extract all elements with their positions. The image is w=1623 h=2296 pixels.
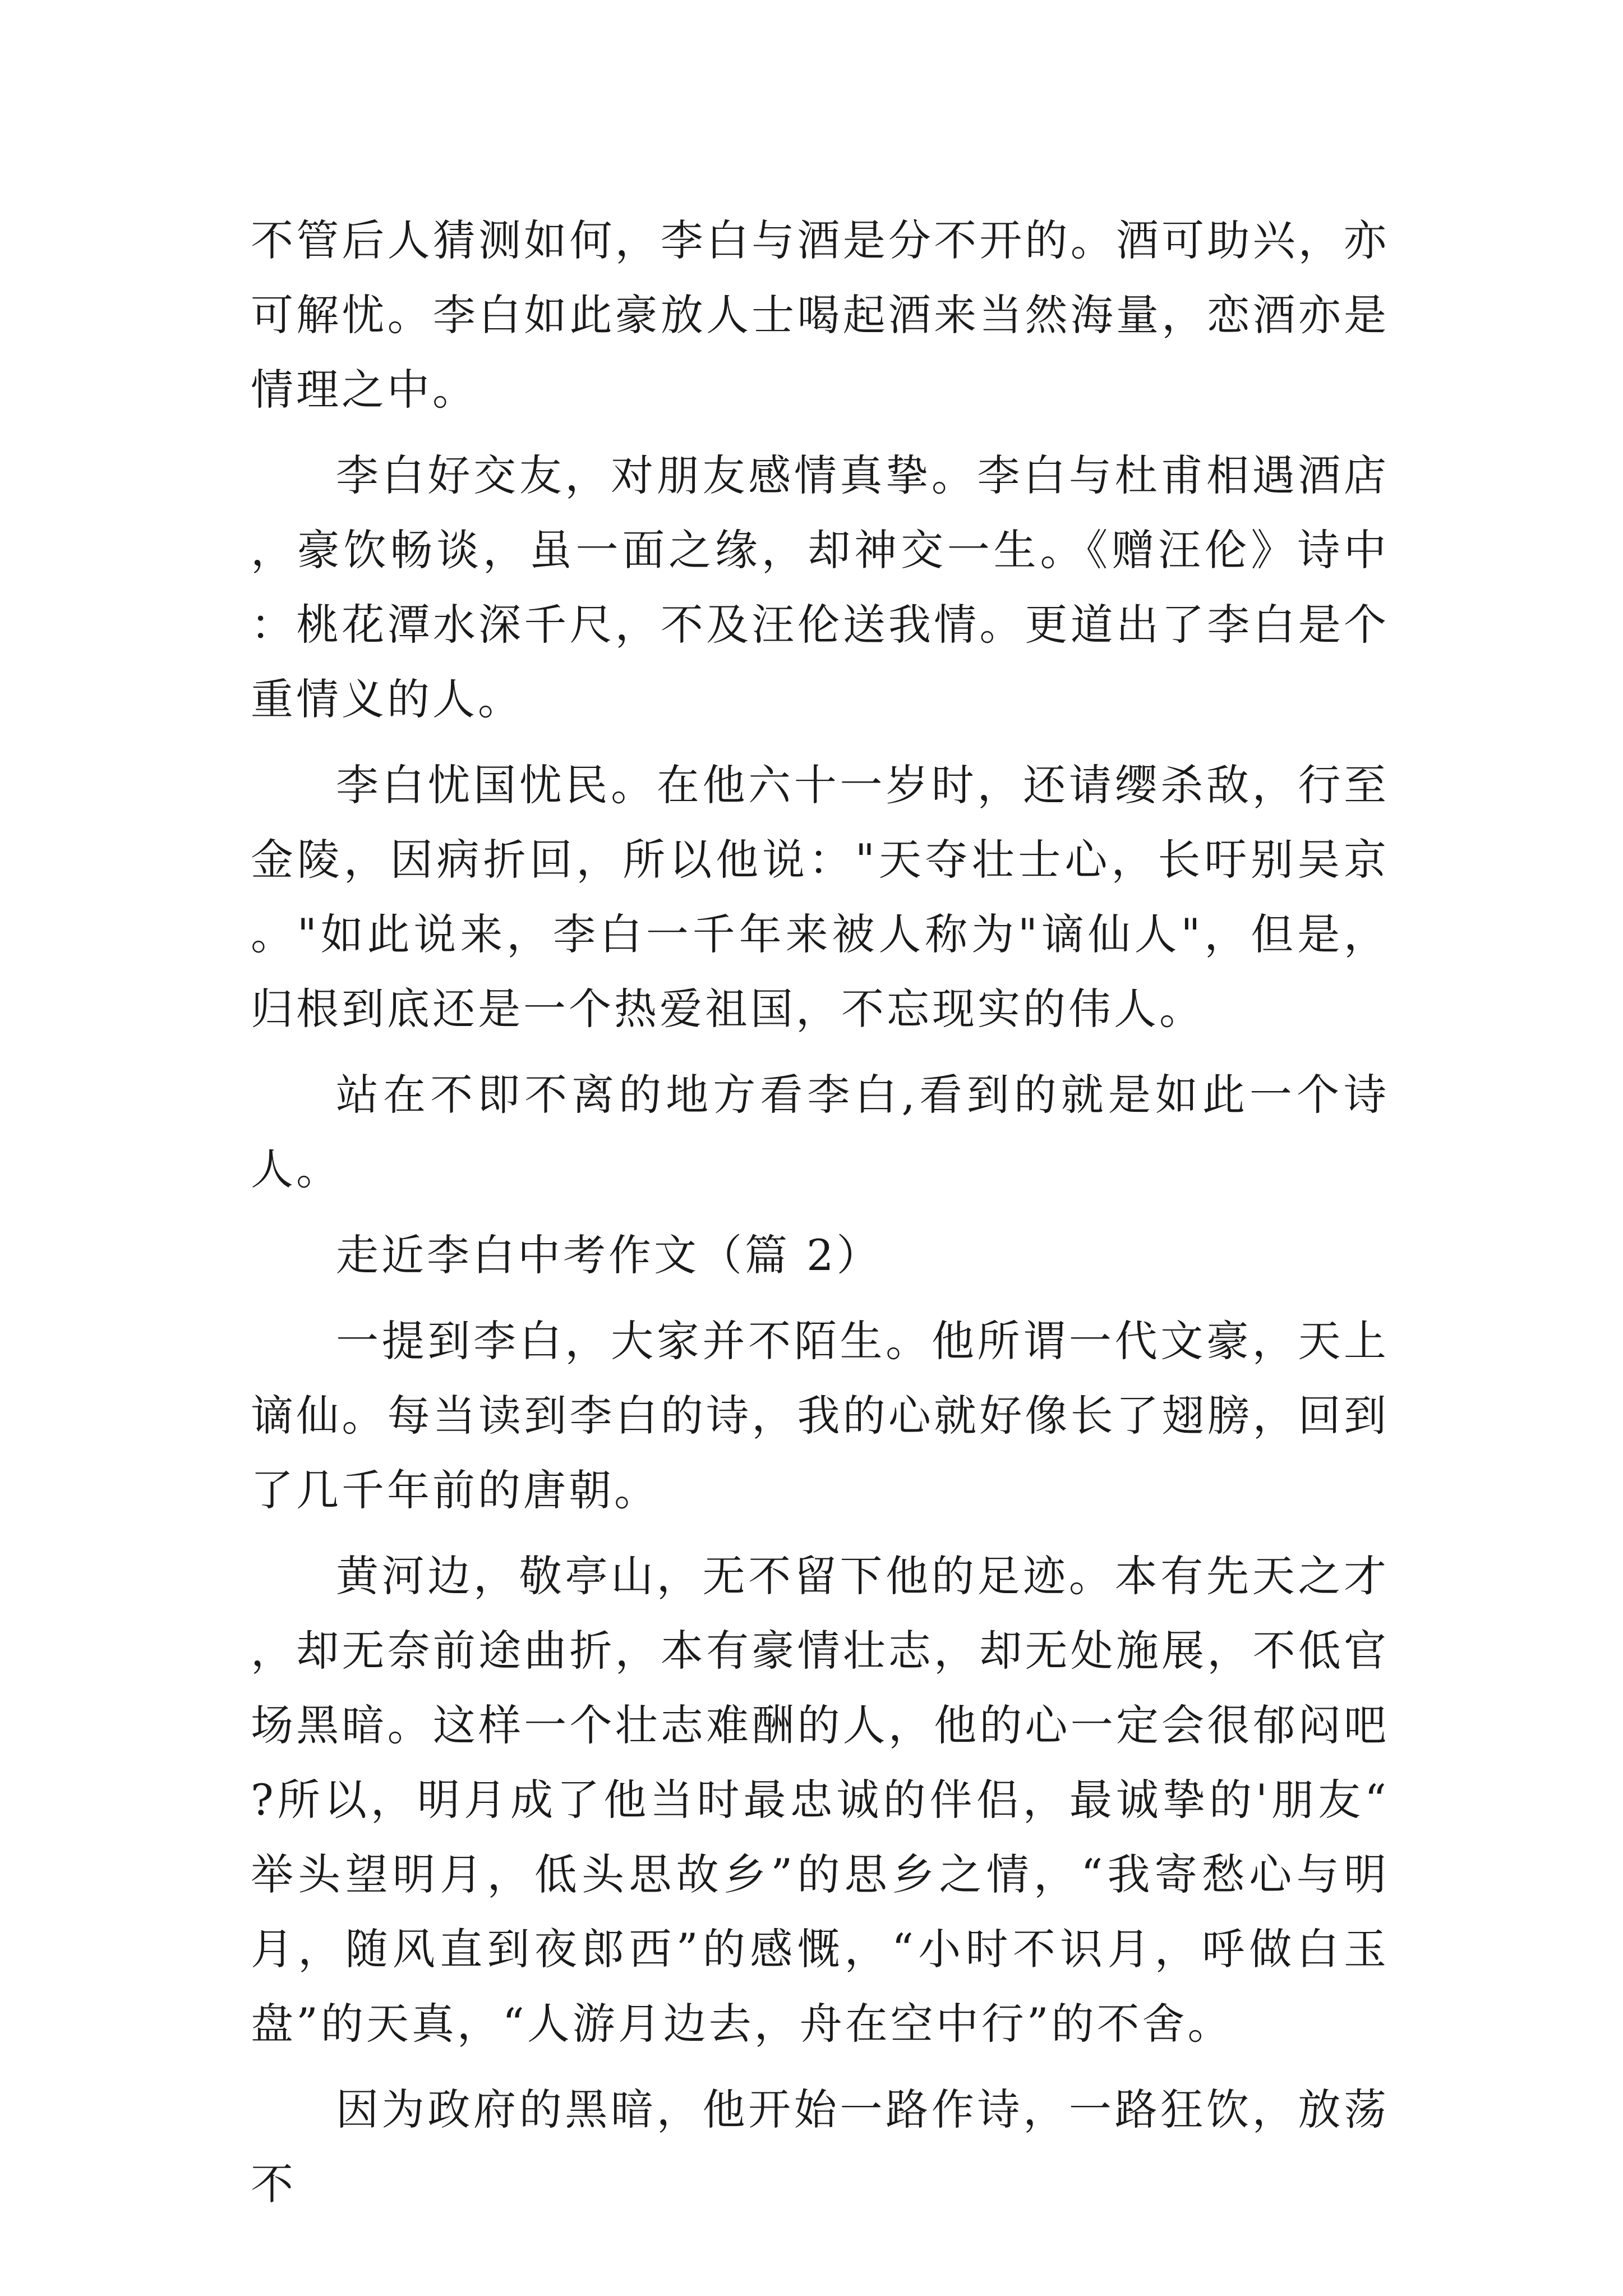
paragraph-5: 一提到李白，大家并不陌生。他所谓一代文豪，天上谪仙。每当读到李白的诗，我的心就好像长了翅膀，回到了几千年前的唐朝。 [251,1316,1389,1515]
paragraph-2: 李白好交友，对朋友感情真挚。李白与杜甫相遇酒店，豪饮畅谈，虽一面之缘，却神交一生。《赠汪伦》诗中：桃花潭水深千尺，不及汪伦送我情。更道出了李白是个重情义的人。 [251,450,1389,724]
document-body [251,203,1389,2233]
paragraph-1: 不管后人猜测如何，李白与酒是分不开的。酒可助兴，亦可解忧。李白如此豪放人士喝起酒来当然海量，恋酒亦是情理之中。 [251,215,1389,415]
paragraph-3: 李白忧国忧民。在他六十一岁时，还请缨杀敌，行至金陵，因病折回，所以他说："天夺壮士心，长吁别吴京。"如此说来，李白一千年来被人称为"谪仙人"，但是，归根到底还是一个热爱祖国，不忘现实的伟人。 [251,760,1389,1034]
paragraph-4: 站在不即不离的地方看李白,看到的就是如此一个诗人。 [251,1070,1389,1194]
paragraph-7: 因为政府的黑暗，他开始一路作诗，一路狂饮，放荡不 [251,2085,1389,2209]
paragraph-6: 黄河边，敬亭山，无不留下他的足迹。本有先天之才，却无奈前途曲折，本有豪情壮志，却无处施展，不低官场黑暗。这样一个壮志难酬的人，他的心一定会很郁闷吧?所以，明月成了他当时最忠诚的伴侣，最诚挚的'朋友“举头望明月，低头思故乡”的思乡之情，“我寄愁心与明月，随风直到夜郎西”的感慨，“小时不识月，呼做白玉盘”的天真，“人游月边去，舟在空中行”的不舍。 [251,1551,1389,2049]
section-heading: 走近李白中考作文（篇 2） [336,1230,882,1280]
